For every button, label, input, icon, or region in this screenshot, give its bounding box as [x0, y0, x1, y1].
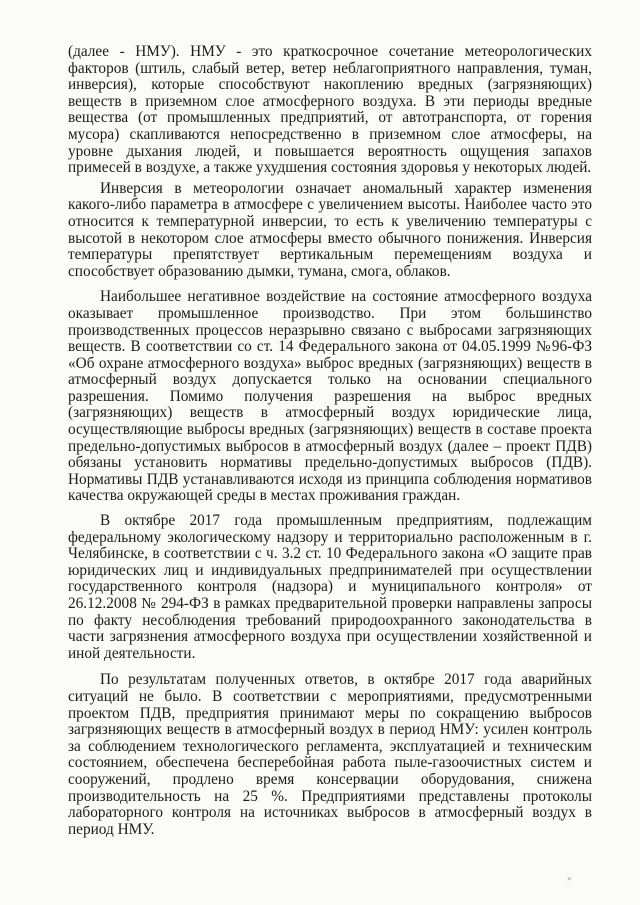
paragraph-industrial-impact: Наибольшее негативное воздействие на состояние атмосферного воздуха оказывает промышленное производство. При этом большинство производственных процессов неразрывно связано с выбросами загрязняющих веществ. В соответствии со ст. 14 Федерального закона от 04.05.1999 №96-ФЗ «Об охране атмосферного воздуха» выброс вредных (загрязняющих) веществ в атмосферный воздух допускается только на основании специального разрешения. Помимо получения разрешения на выброс вредных (загрязняющих) веществ в атмосферный воздух юридические лица, осуществляющие выбросы вредных (загрязняющих) веществ в составе проекта предельно-допустимых выбросов в атмосферный воздух (далее – проект ПДВ) обязаны установить нормативы предельно-допустимых выбросов (ПДВ). Нормативы ПДВ устанавливаются исходя из принципа соблюдения нормативов качества окружающей среды в местах проживания граждан. [68, 288, 592, 505]
paragraph-results: По результатам полученных ответов, в октябре 2017 года аварийных ситуаций не было. В соответствии с мероприятиями, предусмотренными проектом ПДВ, предприятия принимают меры по сокращению выбросов загрязняющих веществ в атмосферный воздух в период НМУ: усилен контроль за соблюдением технологического регламента, эксплуатацией и техническим состоянием, обеспечена бесперебойная работа пыле-газоочистных систем и сооружений, продлено время консервации оборудования, снижена производительность на 25 %. Предприятиями представлены протоколы лабораторного контроля на источниках выбросов в атмосферный воздух в период НМУ. [68, 671, 592, 838]
paragraph-inversion: Инверсия в метеорологии означает аномальный характер изменения какого-либо параметра в атмосфере с увеличением высоты. Наиболее часто это относится к температурной инверсии, то есть к увеличению температуры с высотой в некотором слое атмосферы вместо обычного понижения. Инверсия температуры препятствует вертикальным перемещениям воздуха и способствует образованию дымки, тумана, смога, облаков. [68, 179, 592, 280]
paragraph-nmu-definition: (далее - НМУ). НМУ - это краткосрочное сочетание метеорологических факторов (штиль, слабый ветер, ветер неблагоприятного направления, туман, инверсия), которые способствуют накоплению вредных (загрязняющих) веществ в приземном слое атмосферного воздуха. В эти периоды вредные вещества (от промышленных предприятий, от автотранспорта, от горения мусора) скапливаются непосредственно в приземном слое атмосферы, на уровне дыхания людей, и повышается вероятность ощущения запахов примесей в воздухе, а также ухудшения состояния здоровья у некоторых людей. [68, 43, 592, 177]
corner-mark: » [567, 873, 572, 883]
paragraph-october-inspection: В октябре 2017 года промышленным предприятиям, подлежащим федеральному экологическому надзору и территориально расположенным в г. Челябинске, в соответствии с ч. 3.2 ст. 10 Федерального закона «О защите прав юридических лиц и индивидуальных предпринимателей при осуществлении государственного контроля (надзора) и муниципального контроля» от 26.12.2008 № 294-ФЗ в рамках предварительной проверки направлены запросы по факту несоблюдения требований природоохранного законодательства в части загрязнения атмосферного воздуха при осуществлении хозяйственной и иной деятельности. [68, 512, 592, 662]
